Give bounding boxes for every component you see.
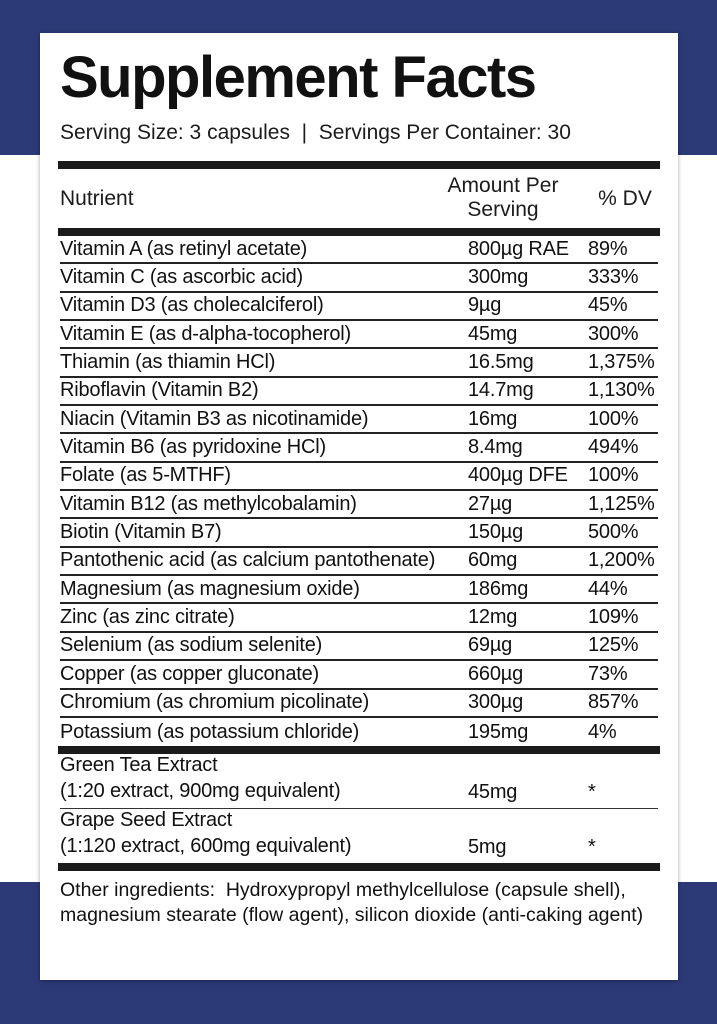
nutrient-name: Copper (as copper gluconate) (60, 662, 319, 685)
nutrient-name: Vitamin D3 (as cholecalciferol) (60, 294, 324, 317)
divider-bar-bottom (58, 863, 660, 871)
other-ingredients-text: Other ingredients: Hydroxypropyl methylcellulose (capsule shell), magnesium stearate (flow agent), silicon dioxide (anti-caking agent) (60, 879, 644, 926)
divider-bar-header (58, 228, 660, 236)
nutrient-amount: 16mg (468, 407, 518, 430)
extracts-table (60, 754, 658, 863)
nutrient-amount: 14.7mg (468, 379, 534, 402)
extract-name-line2: (1:120 extract, 600mg equivalent) (60, 835, 352, 857)
nutrient-dv: 494% (588, 436, 639, 459)
extract-name-line1: Green Tea Extract (60, 753, 218, 776)
nutrient-name: Folate (as 5-MTHF) (60, 464, 231, 487)
nutrient-name: Vitamin B6 (as pyridoxine HCl) (60, 436, 326, 459)
supplement-facts-card (40, 33, 678, 980)
nutrient-dv: 125% (588, 634, 639, 657)
nutrient-name: Selenium (as sodium selenite) (60, 634, 323, 657)
table-row (60, 633, 658, 661)
nutrient-name: Thiamin (as thiamin HCl) (60, 351, 276, 374)
nutrient-dv: 1,375% (588, 351, 655, 374)
extract-row (60, 754, 658, 809)
nutrient-dv: 300% (588, 322, 639, 345)
table-row (60, 463, 658, 491)
nutrient-table (60, 236, 658, 746)
nutrient-name: Pantothenic acid (as calcium pantothenate) (60, 549, 436, 572)
nutrient-amount: 8.4mg (468, 436, 523, 459)
nutrient-name: Vitamin C (as ascorbic acid) (60, 266, 304, 289)
extract-name (60, 807, 468, 859)
extract-dv: * (588, 836, 596, 858)
column-header-nutrient: Nutrient (60, 187, 134, 210)
table-row (60, 321, 658, 349)
nutrient-name: Chromium (as chromium picolinate) (60, 691, 370, 714)
extract-name (60, 752, 468, 804)
nutrient-amount: 60mg (468, 549, 518, 572)
table-row (60, 718, 658, 746)
nutrient-amount: 69µg (468, 634, 513, 657)
nutrient-dv: 4% (588, 720, 617, 743)
nutrient-dv: 109% (588, 606, 639, 629)
nutrient-amount: 16.5mg (468, 351, 534, 374)
nutrient-name: Biotin (Vitamin B7) (60, 521, 222, 544)
supplement-facts-title: Supplement Facts (60, 45, 536, 110)
serving-info-line: Serving Size: 3 capsules | Servings Per Container: 30 (60, 121, 571, 144)
nutrient-name: Niacin (Vitamin B3 as nicotinamide) (60, 407, 369, 430)
extract-name-line2: (1:20 extract, 900mg equivalent) (60, 779, 341, 802)
nutrient-amount: 300µg (468, 691, 524, 714)
table-row (60, 406, 658, 434)
nutrient-amount: 9µg (468, 294, 502, 317)
nutrient-amount: 800µg RAE (468, 237, 569, 260)
nutrient-dv: 500% (588, 521, 639, 544)
nutrient-dv: 1,130% (588, 379, 655, 402)
nutrient-amount: 45mg (468, 322, 518, 345)
nutrient-dv: 44% (588, 577, 628, 600)
extract-amount: 5mg (468, 836, 507, 858)
table-row (60, 378, 658, 406)
column-header-amount-per-serving: Amount Per Serving (447, 174, 559, 221)
extract-name-line1: Grape Seed Extract (60, 809, 233, 831)
table-row (60, 519, 658, 547)
nutrient-amount: 195mg (468, 720, 529, 743)
nutrient-name: Magnesium (as magnesium oxide) (60, 577, 360, 600)
nutrient-name: Potassium (as potassium chloride) (60, 720, 360, 743)
column-header-percent-dv: % DV (598, 187, 652, 210)
nutrient-name: Vitamin A (as retinyl acetate) (60, 237, 308, 260)
table-row (60, 264, 658, 292)
nutrient-dv: 89% (588, 237, 628, 260)
nutrient-amount: 150µg (468, 521, 524, 544)
nutrient-amount: 400µg DFE (468, 464, 568, 487)
nutrient-dv: 857% (588, 691, 639, 714)
nutrient-dv: 100% (588, 464, 639, 487)
extract-row (60, 809, 658, 864)
table-row (60, 236, 658, 264)
divider-bar-top (58, 161, 660, 169)
nutrient-dv: 100% (588, 407, 639, 430)
nutrient-name: Zinc (as zinc citrate) (60, 606, 235, 629)
nutrient-dv: 45% (588, 294, 628, 317)
table-row (60, 576, 658, 604)
nutrient-name: Vitamin E (as d-alpha-tocopherol) (60, 322, 351, 345)
table-row (60, 491, 658, 519)
table-row (60, 548, 658, 576)
nutrient-amount: 27µg (468, 492, 513, 515)
table-row (60, 293, 658, 321)
nutrient-amount: 660µg (468, 662, 524, 685)
extract-amount: 45mg (468, 780, 518, 803)
nutrient-amount: 12mg (468, 606, 518, 629)
extract-dv: * (588, 780, 596, 803)
table-row (60, 349, 658, 377)
nutrient-name: Vitamin B12 (as methylcobalamin) (60, 492, 357, 515)
nutrient-dv: 73% (588, 662, 628, 685)
nutrient-dv: 1,125% (588, 492, 655, 515)
table-row (60, 434, 658, 462)
nutrient-amount: 300mg (468, 266, 529, 289)
table-row (60, 690, 658, 718)
nutrient-dv: 333% (588, 266, 639, 289)
nutrient-dv: 1,200% (588, 549, 655, 572)
nutrient-name: Riboflavin (Vitamin B2) (60, 379, 259, 402)
nutrient-amount: 186mg (468, 577, 529, 600)
table-row (60, 661, 658, 689)
table-row (60, 604, 658, 632)
